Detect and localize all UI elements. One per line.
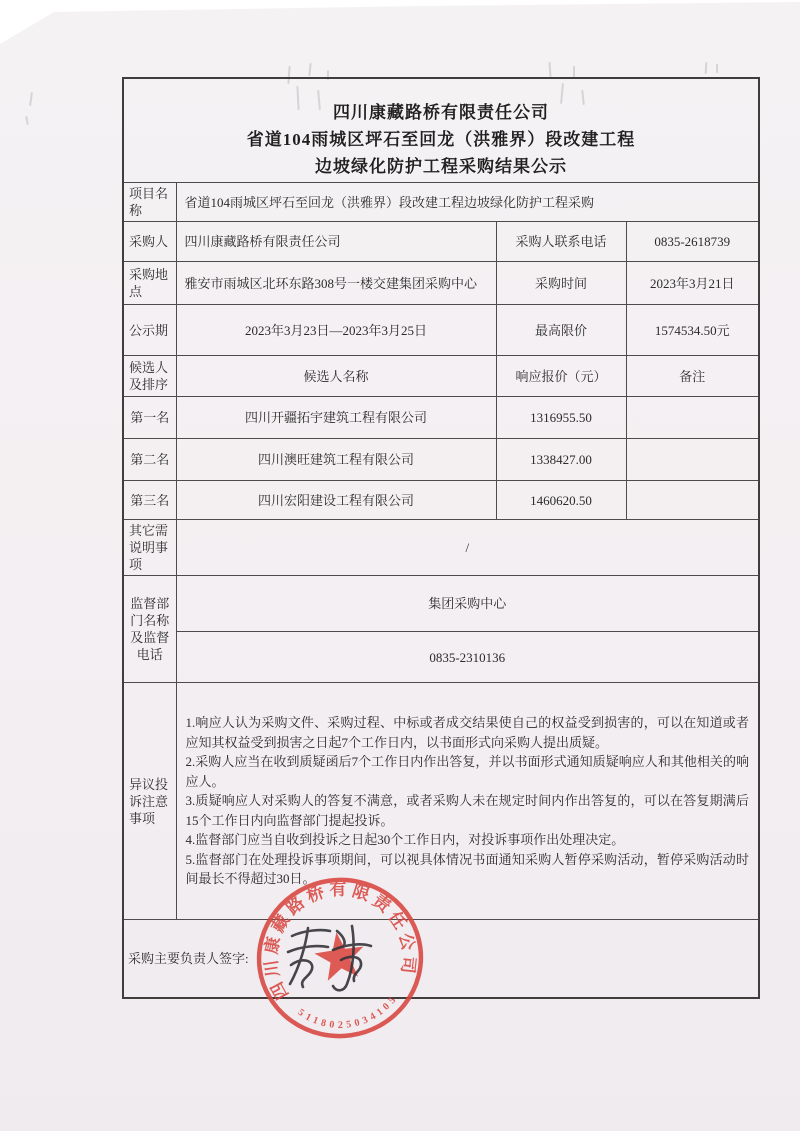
- candidate-row-2: [123, 439, 759, 481]
- candidate-1-rank: 第一名: [123, 397, 176, 439]
- candidate-1-note: [626, 397, 759, 439]
- objection-item-5: 5.监督部门在处理投诉事项期间，可以视具体情况书面通知采购人暂停采购活动，暂停采购活动时间最长不得超过30日。: [185, 851, 749, 887]
- other-notes-label: 其它需说明事项: [123, 520, 176, 576]
- supervisor-phone: 0835-2310136: [176, 632, 759, 683]
- scan-artifact: [716, 64, 718, 73]
- seal-number: 5118025034105: [295, 995, 399, 1031]
- procurement-result-table: [122, 77, 760, 999]
- seal-company-name: 四川康藏路桥有限责任公司: [261, 879, 419, 1003]
- signature-row: [123, 920, 759, 998]
- buyer-label: 采购人: [123, 222, 176, 262]
- title-line-2: 省道104雨城区坪石至回龙（洪雅界）段改建工程: [246, 130, 636, 149]
- candidates-rank-header: 候选人及排序: [123, 356, 176, 397]
- candidate-1-name: 四川开疆拓宇建筑工程有限公司: [176, 397, 496, 439]
- candidate-row-1: [123, 397, 759, 439]
- max-price-value: 1574534.50元: [626, 305, 759, 356]
- candidate-1-price: 1316955.50: [496, 397, 626, 439]
- candidate-3-rank: 第三名: [123, 481, 176, 520]
- candidate-2-price: 1338427.00: [496, 439, 626, 481]
- other-notes-value: /: [176, 520, 759, 576]
- candidate-3-name: 四川宏阳建设工程有限公司: [176, 481, 496, 520]
- publicity-period-value: 2023年3月23日—2023年3月25日: [176, 305, 496, 356]
- candidate-2-rank: 第二名: [123, 439, 176, 481]
- candidates-name-header: 候选人名称: [176, 356, 496, 397]
- purchase-location-value: 雅安市雨城区北环东路308号一楼交建集团采购中心: [176, 262, 496, 305]
- candidates-price-header: 响应报价（元）: [496, 356, 626, 397]
- objection-text: [176, 683, 759, 920]
- supervisor-name: 集团采购中心: [176, 576, 759, 632]
- candidate-row-3: [123, 481, 759, 520]
- title-line-3: 边坡绿化防护工程采购结果公示: [315, 157, 567, 176]
- buyer-value: 四川康藏路桥有限责任公司: [176, 222, 496, 262]
- purchase-time-label: 采购时间: [496, 262, 626, 305]
- project-name-value: 省道104雨城区坪石至回龙（洪雅界）段改建工程边坡绿化防护工程采购: [176, 183, 759, 222]
- candidate-3-note: [626, 481, 759, 520]
- objection-item-3: 3.质疑响应人对采购人的答复不满意，或者采购人未在规定时间内作出答复的，可以在答复期满后15个工作日内向监督部门提起投诉。: [185, 793, 749, 828]
- candidate-2-name: 四川澳旺建筑工程有限公司: [176, 439, 496, 481]
- purchase-time-value: 2023年3月21日: [626, 262, 759, 305]
- supervisor-label: 监督部门名称及监督电话: [123, 576, 176, 683]
- objection-label: 异议投诉注意事项: [123, 683, 176, 920]
- purchase-location-label: 采购地点: [123, 262, 176, 305]
- buyer-phone-label: 采购人联系电话: [496, 222, 626, 262]
- publicity-period-label: 公示期: [123, 305, 176, 356]
- candidate-2-note: [626, 439, 759, 481]
- objection-item-2: 2.采购人应当在收到质疑函后7个工作日内作出答复，并以书面形式通知质疑响应人和其他相关的响应人。: [185, 754, 749, 789]
- project-name-label: 项目名称: [123, 183, 176, 222]
- buyer-phone-value: 0835-2618739: [626, 222, 759, 262]
- signature-label: 采购主要负责人签字:: [128, 950, 249, 966]
- max-price-label: 最高限价: [496, 305, 626, 356]
- objection-item-1: 1.响应人认为采购文件、采购过程、中标或者成交结果使自己的权益受到损害的，可以在知道或者应知其权益受到损害之日起7个工作日内，以书面形式向采购人提出质疑。: [185, 715, 749, 750]
- document-title: [123, 78, 759, 183]
- candidate-3-price: 1460620.50: [496, 481, 626, 520]
- candidates-note-header: 备注: [626, 356, 759, 397]
- title-line-1: 四川康藏路桥有限责任公司: [333, 103, 549, 122]
- objection-item-4: 4.监督部门应当自收到投诉之日起30个工作日内，对投诉事项作出处理决定。: [185, 832, 625, 848]
